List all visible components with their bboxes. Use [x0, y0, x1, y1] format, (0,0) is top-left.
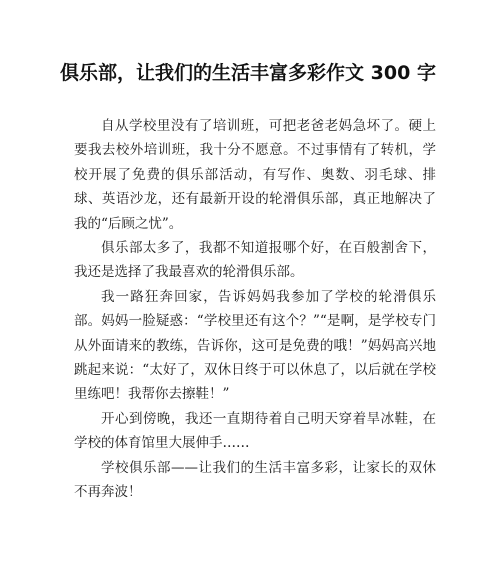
paragraph-5: 学校俱乐部——让我们的生活丰富多彩，让家长的双休不再奔波！	[74, 459, 436, 501]
paragraph-2: 俱乐部太多了，我都不知道报哪个好，在百般割舍下，我还是选择了我最喜欢的轮滑俱乐部。	[74, 240, 436, 281]
document-title: 俱乐部，让我们的生活丰富多彩作文 300 字	[60, 62, 436, 84]
paragraph-3: 我一路狂奔回家，告诉妈妈我参加了学校的轮滑俱乐部。妈妈一脸疑惑：“学校里还有这个？”“是啊，是学校专门从外面请来的教练，告诉你，这可是免费的哦！”妈妈高兴地跳起来说：“太好了，双休日终于可以休息了，以后就在学校里练吧！我帮你去擦鞋！”	[74, 288, 436, 403]
paragraph-1: 自从学校里没有了培训班，可把老爸老妈急坏了。硬上要我去校外培训班，我十分不愿意。不过事情有了转机，学校开展了免费的俱乐部活动，有写作、奥数、羽毛球、排球、英语沙龙，还有最新开设的轮滑俱乐部，真正地解决了我的“后顾之忧”。	[74, 118, 436, 232]
paragraph-4: 开心到傍晚，我还一直期待着自己明天穿着旱冰鞋，在学校的体育馆里大展伸手……	[74, 410, 436, 452]
document-body	[74, 114, 436, 505]
